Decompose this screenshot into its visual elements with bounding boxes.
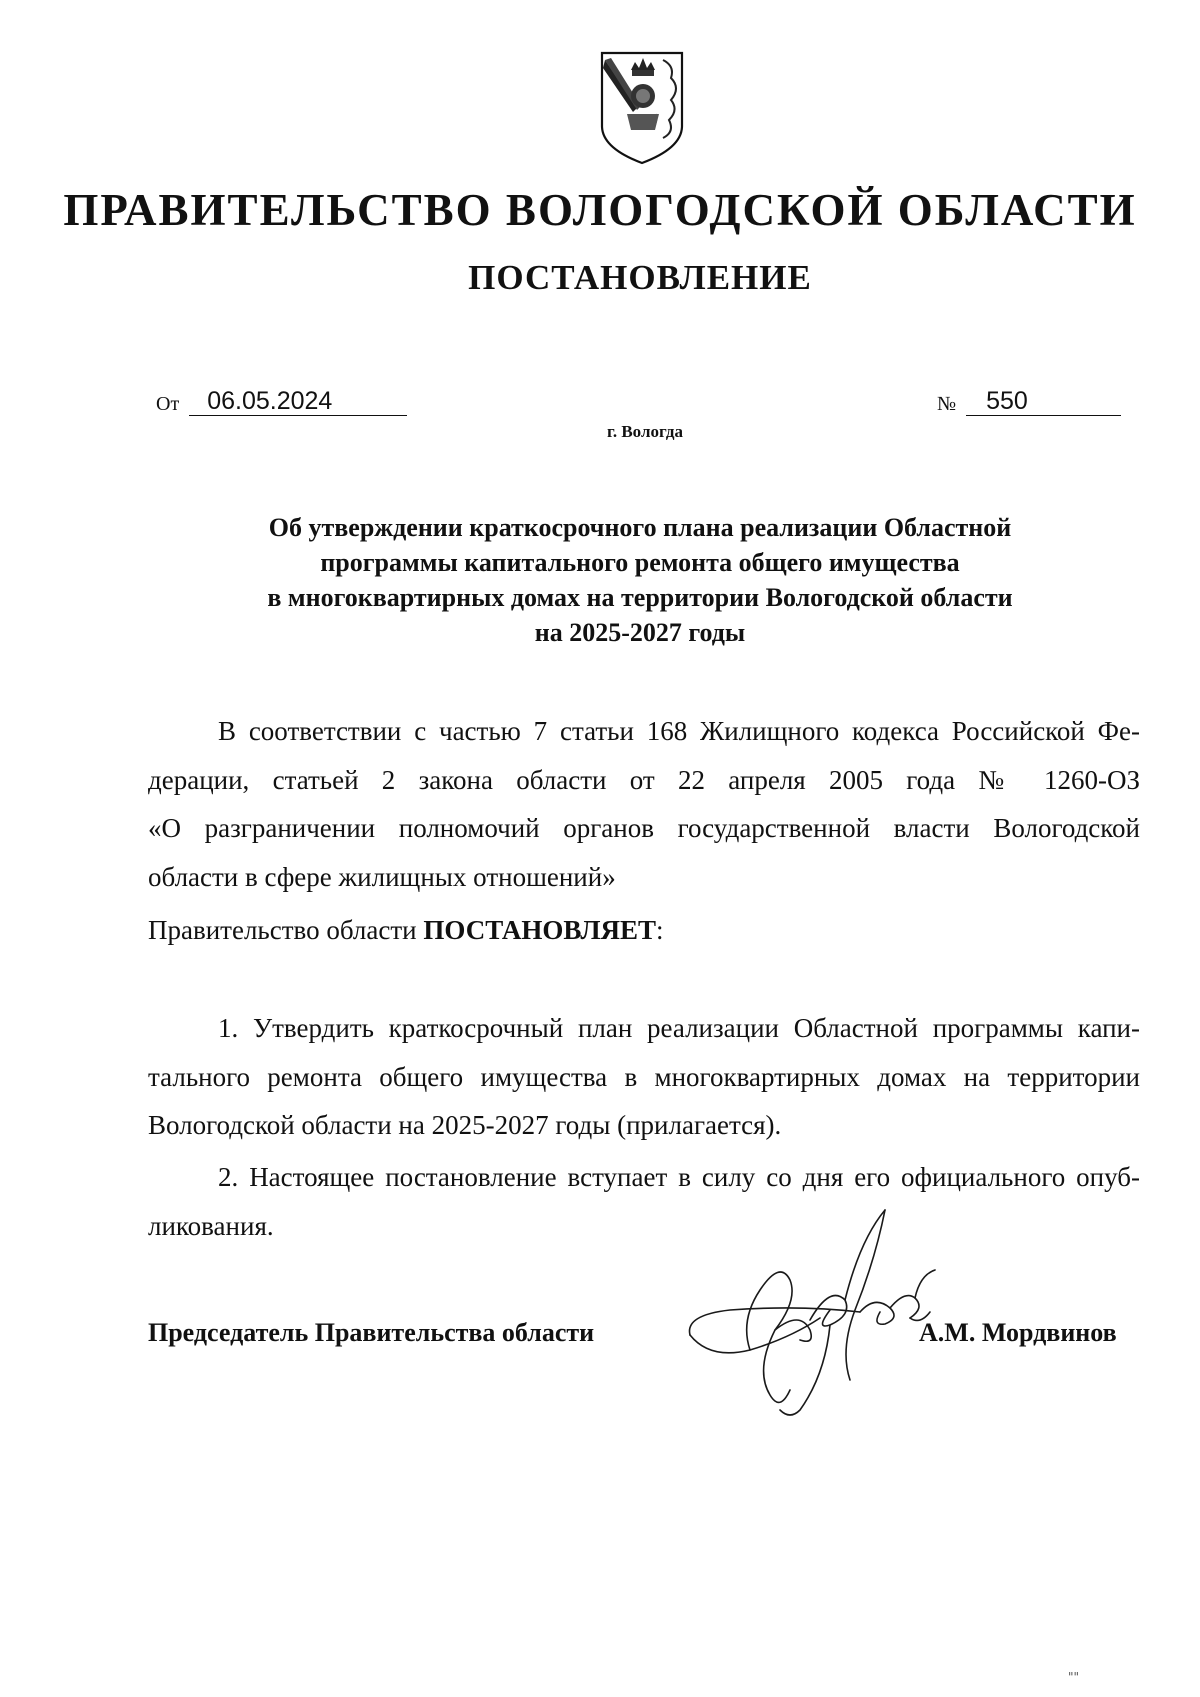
number-field	[937, 387, 1121, 416]
paragraph-line: дерации, статьей 2 закона области от 22 апреля 2005 года № 1260-ОЗ	[148, 764, 1140, 795]
paragraph-line: 1. Утвердить краткосрочный план реализации Областной программы капи-	[218, 1013, 1140, 1043]
document-subject	[170, 510, 1110, 650]
subject-line: Об утверждении краткосрочного плана реализации Областной	[268, 513, 1012, 542]
paragraph-line: 2. Настоящее постановление вступает в силу со дня его официального опуб-	[218, 1162, 1140, 1192]
date-prefix: От	[156, 393, 180, 415]
subject-line: программы капитального ремонта общего имущества	[320, 548, 960, 577]
resolution-item-2	[148, 1153, 1140, 1250]
resolve-word: ПОСТАНОВЛЯЕТ	[423, 915, 656, 945]
paragraph-line: ликования.	[148, 1210, 274, 1241]
coat-of-arms-icon	[597, 48, 687, 168]
signatory-name: А.М. Мордвинов	[919, 1318, 1117, 1347]
resolve-suffix: :	[655, 915, 664, 945]
paragraph-line: «О разграничении полномочий органов государственной власти Вологодской	[148, 813, 1140, 843]
number-value: 550	[966, 387, 1121, 416]
corner-mark: ""	[1068, 1670, 1080, 1684]
signatory-title: Председатель Правительства области	[148, 1318, 595, 1347]
document-type: ПОСТАНОВЛЕНИЕ	[468, 258, 812, 297]
number-prefix: №	[937, 393, 957, 415]
paragraph-line: Вологодской области на 2025-2027 годы (прилагается).	[148, 1110, 782, 1140]
paragraph-line: тального ремонта общего имущества в многоквартирных домах на территории	[148, 1061, 1140, 1092]
subject-line: в многоквартирных домах на территории Вологодской области	[267, 583, 1013, 612]
date-field	[156, 387, 407, 416]
organization-title: ПРАВИТЕЛЬСТВО ВОЛОГОДСКОЙ ОБЛАСТИ	[63, 185, 1137, 235]
paragraph-line: области в сфере жилищных отношений»	[148, 861, 616, 892]
resolve-line	[148, 906, 1140, 955]
paragraph-line: В соответствии с частью 7 статьи 168 Жилищного кодекса Российской Фе-	[218, 716, 1140, 746]
resolve-prefix: Правительство области	[148, 915, 424, 945]
handwritten-signature	[680, 1200, 970, 1420]
preamble-paragraph	[148, 707, 1140, 901]
resolution-item-1	[148, 1004, 1140, 1150]
subject-line: на 2025-2027 годы	[534, 618, 746, 647]
date-value: 06.05.2024	[189, 387, 407, 416]
city: г. Вологда	[607, 422, 683, 441]
